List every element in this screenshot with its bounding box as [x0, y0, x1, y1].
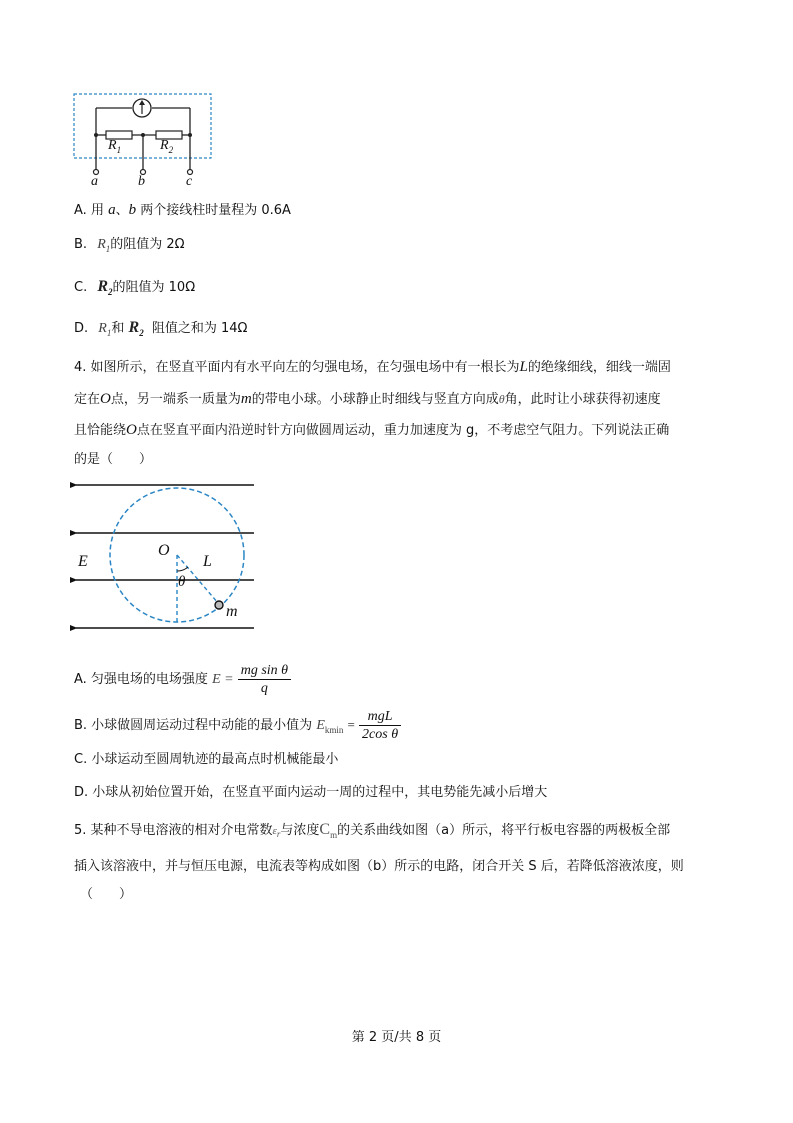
mass-label-m: m — [226, 603, 238, 620]
terminal-c-label: c — [186, 174, 193, 189]
q4-stem-line3: 且恰能绕O点在竖直平面内沿逆时针方向做圆周运动，重力加速度为 g，不考虑空气阻力。下列说法正确 — [74, 422, 670, 438]
length-label-l: L — [203, 553, 212, 570]
q3-option-c: C. $R_2$的阻值为 10Ω — [74, 278, 196, 298]
q4-stem-line2: 定在O点，另一端系一质量为m的带电小球。小球静止时细线与竖直方向成θ角，此时让小球获得初速度 — [74, 391, 661, 407]
page-footer: 第 2 页/共 8 页 — [351, 1030, 442, 1045]
q4-stem-line1: 4. 如图所示，在竖直平面内有水平向左的匀强电场，在匀强电场中有一根长为L的绝缘细线，细线一端固 — [74, 359, 671, 375]
r1-label: $R_1$ — [108, 138, 122, 155]
q4-option-b: B. 小球做圆周运动过程中动能的最小值为 $E_{kmin}$ = $\frac{\text{mgL}}{\text{2cos θ}}$ — [74, 707, 401, 748]
q5-stem-line3: （ ） — [80, 887, 133, 902]
q4-field-figure — [70, 475, 270, 645]
terminal-b-label: b — [138, 174, 145, 189]
q3-option-b: B. $R_1$的阻值为 2Ω — [74, 237, 185, 254]
q3-option-a: A. 用 a、b 两个接线柱时量程为 0.6A — [74, 202, 291, 218]
circuit-figure — [70, 90, 220, 190]
q4-option-d: D. 小球从初始位置开始，在竖直平面内运动一周的过程中，其电势能先减小后增大 — [74, 785, 548, 800]
q4-stem-line4: 的是（ ） — [74, 452, 153, 467]
q5-stem-line2: 插入该溶液中，并与恒压电源，电流表等构成如图（b）所示的电路，闭合开关 S 后，若降低溶液浓度，则 — [74, 859, 684, 874]
q5-stem-line1: 5. 某种不导电溶液的相对介电常数$\varepsilon_r$与浓度$C_m$的关系曲线如图（a）所示，将平行板电容器的两极板全部 — [74, 821, 671, 841]
theta-arc — [177, 567, 188, 571]
field-diagram — [70, 475, 270, 645]
charged-ball — [215, 601, 223, 609]
angle-label-theta: θ — [178, 574, 186, 590]
r2-label: $R_2$ — [160, 138, 174, 155]
q3-option-d: D. $R_1$和 $R_2$ 阻值之和为 14Ω — [74, 319, 248, 339]
point-label-o: O — [158, 542, 170, 559]
terminal-a-label: a — [91, 174, 98, 189]
q4-option-a: A. 匀强电场的电场强度 E = $\frac{\text{mg sin θ}}{q}$ — [74, 662, 291, 698]
q4-option-c: C. 小球运动至圆周轨迹的最高点时机械能最小 — [74, 752, 339, 767]
field-label-e: E — [78, 553, 88, 570]
